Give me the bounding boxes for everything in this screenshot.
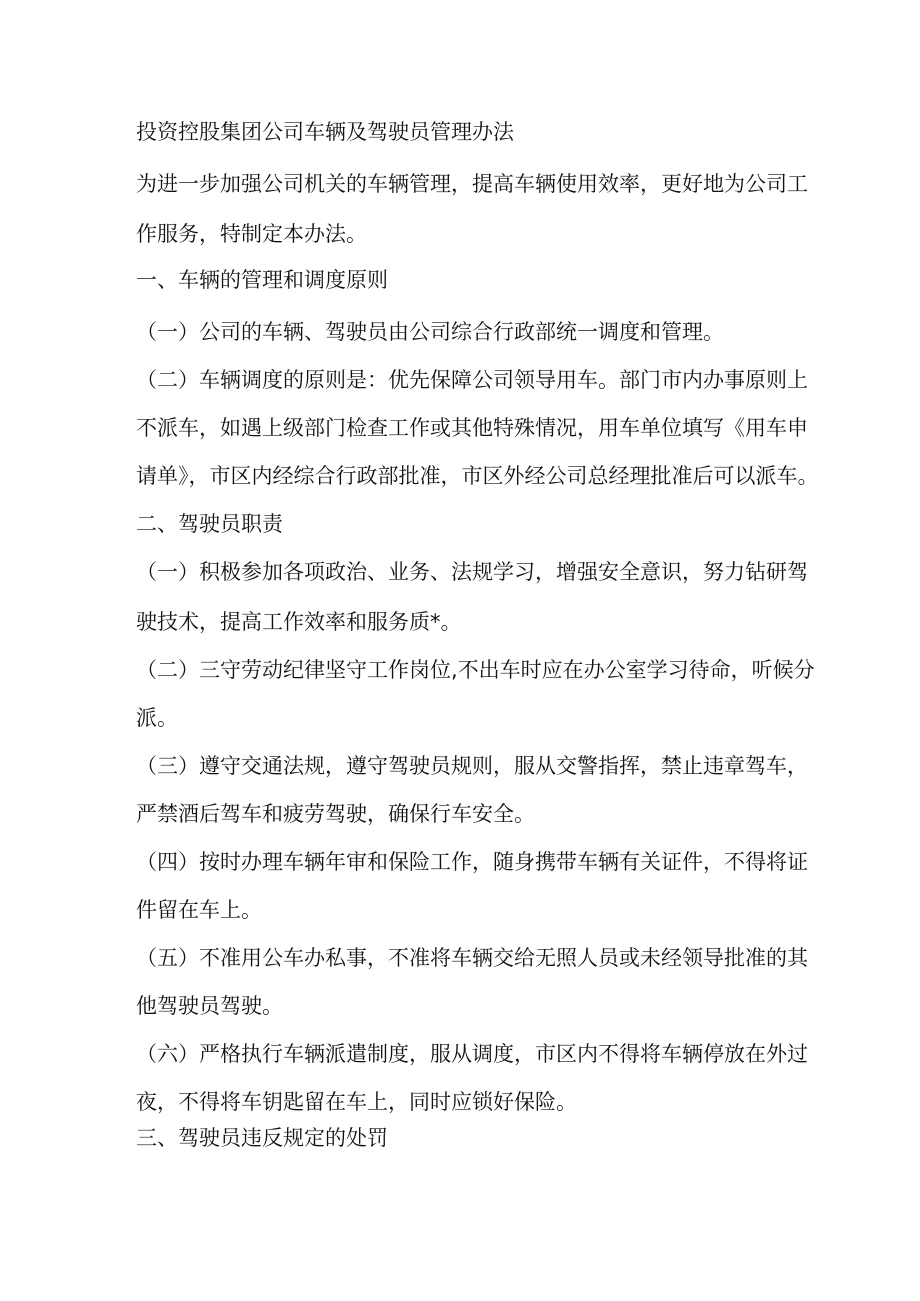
section-2-item-4-line-1: （四）按时办理车辆年审和保险工作，随身携带车辆有关证件，不得将证 bbox=[136, 850, 808, 874]
section-2-item-1-line-2: 驶技术，提高工作效率和服务质*。 bbox=[136, 610, 462, 634]
section-1-item-2-line-1: （二）车辆调度的原则是：优先保障公司领导用车。部门市内办事原则上 bbox=[136, 368, 808, 392]
section-2-item-5-line-1: （五）不准用公车办私事，不准将车辆交给无照人员或未经领导批准的其 bbox=[136, 946, 808, 970]
document-title: 投资控股集团公司车辆及驾驶员管理办法 bbox=[136, 120, 514, 144]
section-2-item-2-line-1: （二）三守劳动纪律坚守工作岗位,不出车时应在办公室学习待命，听候分 bbox=[136, 658, 815, 682]
section-2-item-4-line-2: 件留在车上。 bbox=[136, 898, 262, 922]
section-1-item-1-line-1: （一）公司的车辆、驾驶员由公司综合行政部统一调度和管理。 bbox=[136, 320, 724, 344]
section-2-item-1-line-1: （一）积极参加各项政治、业务、法规学习，增强安全意识，努力钻研驾 bbox=[136, 560, 808, 584]
section-2-item-2-line-2: 派。 bbox=[136, 706, 178, 730]
section-2-item-6-line-2: 夜，不得将车钥匙留在车上，同时应锁好保险。 bbox=[136, 1090, 577, 1114]
section-1-item-2-line-3: 请单》，市区内经综合行政部批准，市区外经公司总经理批准后可以派车。 bbox=[136, 464, 819, 488]
intro-line-1: 为进一步加强公司机关的车辆管理，提高车辆使用效率，更好地为公司工 bbox=[136, 172, 808, 196]
section-2-item-3-line-2: 严禁酒后驾车和疲劳驾驶，确保行车安全。 bbox=[136, 802, 535, 826]
section-1-heading: 一、车辆的管理和调度原则 bbox=[136, 268, 388, 292]
section-1-item-2-line-2: 不派车，如遇上级部门检查工作或其他特殊情况，用车单位填写《用车申 bbox=[136, 416, 808, 440]
section-2-heading: 二、驾驶员职责 bbox=[136, 512, 283, 536]
section-3-heading: 三、驾驶员违反规定的处罚 bbox=[136, 1126, 388, 1150]
section-2-item-3-line-1: （三）遵守交通法规，遵守驾驶员规则，服从交警指挥，禁止违章驾车， bbox=[136, 754, 808, 778]
section-2-item-6-line-1: （六）严格执行车辆派遣制度，服从调度，市区内不得将车辆停放在外过 bbox=[136, 1042, 808, 1066]
intro-line-2: 作服务，特制定本办法。 bbox=[136, 222, 367, 246]
section-2-item-5-line-2: 他驾驶员驾驶。 bbox=[136, 994, 283, 1018]
